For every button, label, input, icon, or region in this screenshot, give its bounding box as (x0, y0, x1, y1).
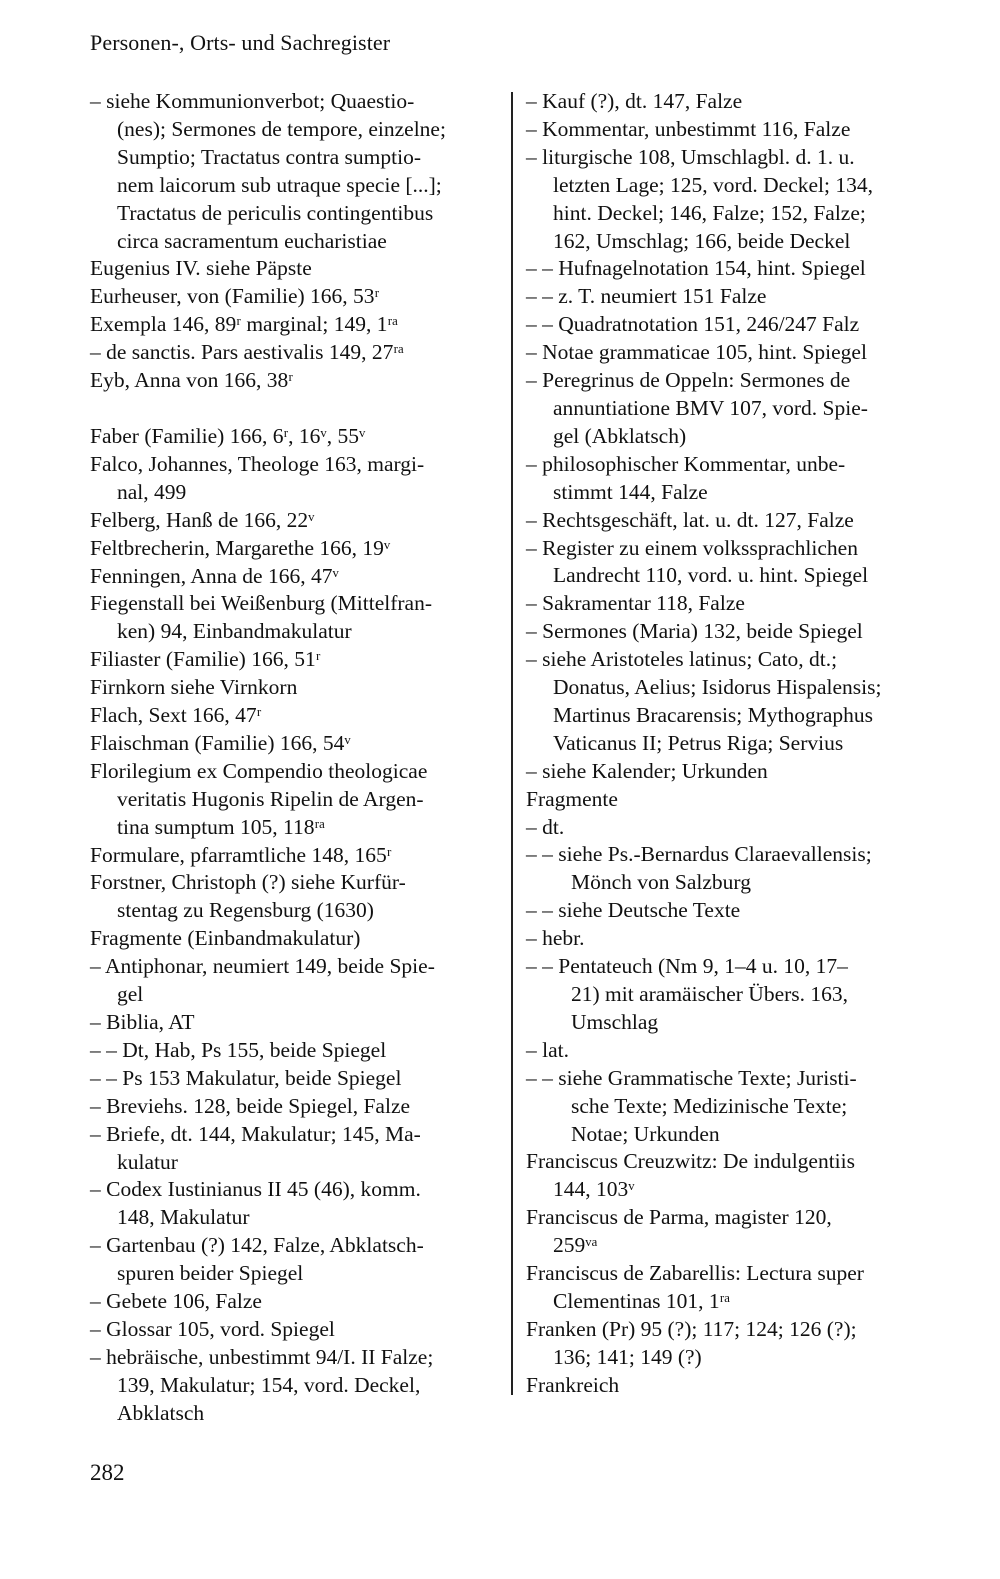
index-entry (90, 646, 500, 674)
entry-line: (nes); Sermones de tempore, einzelne; (117, 116, 446, 141)
index-entry (90, 451, 500, 507)
index-entry (526, 1260, 936, 1316)
entry-line: stimmt 144, Falze (553, 479, 708, 504)
index-subentry (90, 339, 500, 367)
index-entry (90, 535, 500, 563)
entry-line: – Codex Iustinianus II 45 (46), komm. (90, 1177, 421, 1202)
entry-line: 139, Makulatur; 154, vord. Deckel, (117, 1372, 421, 1397)
entry-line: Franciscus de Parma, magister 120, (526, 1205, 832, 1230)
entry-line: – – z. T. neumiert 151 Falze (526, 284, 767, 309)
entry-line: – Antiphonar, neumiert 149, beide Spie- (90, 954, 435, 979)
index-entry (90, 311, 500, 339)
entry-line: Clementinas 101, 1ʳᵃ (553, 1288, 731, 1313)
entry-line: – Kommentar, unbestimmt 116, Falze (526, 116, 851, 141)
entry-line: gel (117, 982, 144, 1007)
entry-line: Mönch von Salzburg (571, 870, 751, 895)
entry-line: Eyb, Anna von 166, 38ʳ (90, 368, 293, 393)
index-subentry (526, 451, 936, 507)
index-subentry (526, 953, 936, 1037)
entry-line: – liturgische 108, Umschlagbl. d. 1. u. (526, 144, 855, 169)
entry-line: – – Hufnagelnotation 154, hint. Spiegel (526, 256, 866, 281)
index-subentry (90, 88, 500, 255)
entry-line: Franken (Pr) 95 (?); 117; 124; 126 (?); (526, 1316, 857, 1341)
entry-line: tina sumptum 105, 118ʳᵃ (117, 814, 326, 839)
entry-line: Feltbrecherin, Margarethe 166, 19ᵛ (90, 535, 391, 560)
entry-line: – Glossar 105, vord. Spiegel (90, 1316, 335, 1341)
entry-line: – Rechtsgeschäft, lat. u. dt. 127, Falze (526, 507, 854, 532)
index-subentry (526, 925, 936, 953)
entry-line: – hebräische, unbestimmt 94/I. II Falze; (90, 1344, 434, 1369)
index-subentry (90, 953, 500, 1009)
page-number: 282 (90, 1460, 125, 1485)
index-subentry (526, 88, 936, 116)
column-divider (511, 92, 513, 1395)
entry-line: – – Pentateuch (Nm 9, 1–4 u. 10, 17– (526, 954, 848, 979)
entry-line: hint. Deckel; 146, Falze; 152, Falze; (553, 200, 866, 225)
index-entry (90, 730, 500, 758)
entry-line: Eugenius IV. siehe Päpste (90, 256, 312, 281)
entry-line: – – siehe Ps.-Bernardus Claraevallensis; (526, 842, 872, 867)
entry-line: – Peregrinus de Oppeln: Sermones de (526, 368, 851, 393)
entry-line: – Kauf (?), dt. 147, Falze (526, 89, 743, 113)
entry-line: Umschlag (571, 1009, 659, 1034)
entry-line: Sumptio; Tractatus contra sumptio- (117, 144, 421, 169)
entry-line: Franciscus Creuzwitz: De indulgentiis (526, 1149, 855, 1174)
index-entry (90, 674, 500, 702)
entry-line: Vaticanus II; Petrus Riga; Servius (553, 730, 844, 755)
index-subentry (526, 535, 936, 591)
entry-line: Fiegenstall bei Weißenburg (Mittelfran- (90, 591, 432, 616)
index-subentry (526, 255, 936, 283)
entry-line: Filiaster (Familie) 166, 51ʳ (90, 647, 321, 672)
entry-line: – Breviehs. 128, beide Spiegel, Falze (90, 1093, 411, 1118)
index-subentry (90, 1232, 500, 1288)
entry-line: 148, Makulatur (117, 1205, 250, 1230)
entry-line: – Sakramentar 118, Falze (526, 591, 745, 616)
entry-line: Fragmente (526, 786, 618, 811)
index-subentry (526, 814, 936, 842)
index-subentry (90, 1065, 500, 1093)
index-subentry (526, 116, 936, 144)
index-entry (526, 1204, 936, 1260)
entry-line: – Register zu einem volkssprachlichen (526, 535, 858, 560)
entry-line: Landrecht 110, vord. u. hint. Spiegel (553, 563, 869, 588)
index-subentry (526, 590, 936, 618)
entry-line: – Biblia, AT (90, 1010, 195, 1034)
entry-line: nem laicorum sub utraque specie [...]; (117, 172, 442, 197)
entry-line: – Notae grammaticae 105, hint. Spiegel (526, 340, 867, 365)
entry-line: Donatus, Aelius; Isidorus Hispalensis; (553, 675, 882, 700)
index-entry (90, 283, 500, 311)
entry-line: Forstner, Christoph (?) siehe Kurfür- (90, 870, 406, 895)
entry-line: spuren beider Spiegel (117, 1261, 304, 1286)
index-entry (90, 869, 500, 925)
entry-line: veritatis Hugonis Ripelin de Argen- (117, 786, 424, 811)
index-entry (526, 1148, 936, 1204)
index-entry (526, 786, 936, 814)
index-subentry (90, 1288, 500, 1316)
index-subentry (90, 1344, 500, 1428)
page-header: Personen-, Orts- und Sachregister (90, 30, 391, 55)
entry-line: stentag zu Regensburg (1630) (117, 898, 374, 923)
entry-line: Flaischman (Familie) 166, 54ᵛ (90, 730, 351, 755)
entry-line: Eurheuser, von (Familie) 166, 53ʳ (90, 284, 380, 309)
index-subentry (526, 283, 936, 311)
entry-line: Faber (Familie) 166, 6ʳ, 16ᵛ, 55ᵛ (90, 423, 366, 448)
entry-line: Exempla 146, 89ʳ marginal; 149, 1ʳᵃ (90, 312, 399, 337)
entry-line: Flach, Sext 166, 47ʳ (90, 703, 262, 728)
entry-line: sche Texte; Medizinische Texte; (571, 1093, 848, 1118)
entry-line: – siehe Aristoteles latinus; Cato, dt.; (526, 647, 838, 672)
entry-line: 162, Umschlag; 166, beide Deckel (553, 228, 851, 253)
index-entry (90, 423, 500, 451)
entry-line: Firnkorn siehe Virnkorn (90, 675, 298, 700)
entry-line: circa sacramentum eucharistiae (117, 228, 387, 253)
entry-line: nal, 499 (117, 479, 187, 504)
entry-line: – – Quadratnotation 151, 246/247 Falz (526, 312, 860, 337)
index-entry (90, 255, 500, 283)
entry-line: 144, 103ᵛ (553, 1177, 635, 1202)
index-entry (526, 1316, 936, 1372)
entry-line: – siehe Kalender; Urkunden (526, 758, 768, 783)
entry-line: – dt. (526, 814, 565, 839)
index-entry (90, 758, 500, 842)
index-entry (90, 563, 500, 591)
entry-line: – Gartenbau (?) 142, Falze, Abklatsch- (90, 1233, 424, 1258)
entry-line: – de sanctis. Pars aestivalis 149, 27ʳᵃ (90, 340, 404, 365)
index-entry (90, 842, 500, 870)
index-subentry (526, 758, 936, 786)
entry-line: Franciscus de Zabarellis: Lectura super (526, 1261, 864, 1286)
entry-line: Frankreich (526, 1372, 620, 1397)
index-entry (526, 1372, 936, 1400)
index-entry (90, 507, 500, 535)
entry-line: – – Ps 153 Makulatur, beide Spiegel (90, 1065, 402, 1090)
entry-line: Martinus Bracarensis; Mythographus (553, 702, 874, 727)
entry-line: Abklatsch (117, 1400, 205, 1425)
entry-line: Fragmente (Einbandmakulatur) (90, 926, 361, 951)
entry-line: – hebr. (526, 926, 585, 951)
index-subentry (526, 144, 936, 256)
entry-line: – Gebete 106, Falze (90, 1289, 262, 1314)
entry-line: kulatur (117, 1149, 178, 1174)
section-gap (90, 395, 500, 423)
entry-line: Notae; Urkunden (571, 1121, 720, 1146)
index-entry (90, 367, 500, 395)
entry-line: Tractatus de periculis contingentibus (117, 200, 434, 225)
entry-line: letzten Lage; 125, vord. Deckel; 134, (553, 172, 874, 197)
entry-line: – – siehe Grammatische Texte; Juristi- (526, 1065, 857, 1090)
index-entry (90, 925, 500, 953)
index-subentry (526, 1065, 936, 1149)
index-subentry (90, 1093, 500, 1121)
entry-line: 259ᵛᵃ (553, 1233, 598, 1258)
entry-line: – lat. (526, 1037, 569, 1062)
entry-line: Felberg, Hanß de 166, 22ᵛ (90, 507, 315, 532)
entry-line: Falco, Johannes, Theologe 163, margi- (90, 451, 425, 476)
index-subentry (526, 618, 936, 646)
entry-line: – – Dt, Hab, Ps 155, beide Spiegel (90, 1037, 387, 1062)
entry-line: – siehe Kommunionverbot; Quaestio- (90, 89, 415, 113)
index-entry (90, 590, 500, 646)
index-column-left (90, 88, 500, 1428)
entry-line: Florilegium ex Compendio theologicae (90, 758, 428, 783)
entry-line: Fenningen, Anna de 166, 47ᵛ (90, 563, 339, 588)
entry-line: – philosophischer Kommentar, unbe- (526, 451, 846, 476)
index-subentry (526, 646, 936, 758)
entry-line: 21) mit aramäischer Übers. 163, (571, 982, 849, 1006)
entry-line: gel (Abklatsch) (553, 423, 687, 448)
entry-line: – Briefe, dt. 144, Makulatur; 145, Ma- (90, 1121, 421, 1146)
entry-line: Formulare, pfarramtliche 148, 165ʳ (90, 842, 392, 867)
index-subentry (526, 339, 936, 367)
index-subentry (526, 1037, 936, 1065)
index-subentry (90, 1037, 500, 1065)
index-subentry (90, 1316, 500, 1344)
index-subentry (526, 507, 936, 535)
index-subentry (526, 897, 936, 925)
index-subentry (526, 311, 936, 339)
index-subentry (526, 841, 936, 897)
entry-line: 136; 141; 149 (?) (553, 1344, 702, 1369)
index-subentry (90, 1121, 500, 1177)
entry-line: – Sermones (Maria) 132, beide Spiegel (526, 619, 863, 644)
entry-line: annuntiatione BMV 107, vord. Spie- (553, 395, 868, 420)
index-subentry (90, 1009, 500, 1037)
index-subentry (90, 1176, 500, 1232)
index-column-right (526, 88, 936, 1400)
entry-line: – – siehe Deutsche Texte (526, 898, 741, 923)
index-subentry (526, 367, 936, 451)
index-entry (90, 702, 500, 730)
entry-line: ken) 94, Einbandmakulatur (117, 619, 352, 644)
